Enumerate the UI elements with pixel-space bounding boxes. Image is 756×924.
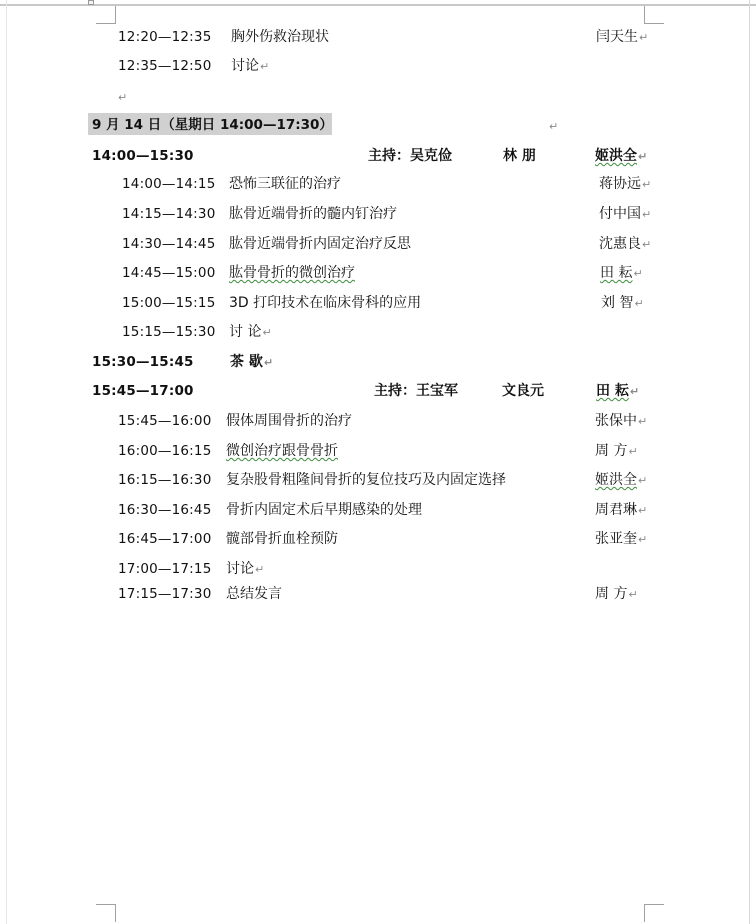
row-time: 16:45—17:00: [118, 531, 212, 547]
page-right-edge: [749, 0, 750, 924]
row-speaker: [595, 585, 638, 604]
session-time: 14:00—15:30: [92, 148, 194, 164]
session-co-chair: 文良元: [502, 383, 544, 399]
speaker-name: 刘 智: [601, 295, 634, 311]
schedule-row: [0, 57, 756, 75]
schedule-row: [0, 560, 756, 578]
empty-paragraph-mark: ↵: [118, 91, 128, 104]
paragraph-mark: ↵: [629, 385, 640, 398]
row-topic: 复杂股骨粗隆间骨折的复位技巧及内固定选择: [226, 472, 506, 488]
paragraph-mark: ↵: [260, 60, 270, 73]
schedule-row: [0, 235, 756, 253]
schedule-row: [0, 530, 756, 548]
chair-name: 田 耘: [596, 383, 629, 399]
paragraph-mark: ↵: [638, 474, 648, 487]
row-topic: [231, 57, 269, 76]
schedule-row: [0, 28, 756, 46]
row-time: 17:00—17:15: [118, 561, 212, 577]
schedule-row: [0, 442, 756, 460]
session-chair: 主持：王宝军: [374, 383, 458, 399]
paragraph-mark: ↵: [628, 588, 638, 601]
row-topic: 肱骨近端骨折内固定治疗反思: [229, 236, 411, 252]
row-speaker: [595, 412, 647, 431]
row-speaker: [599, 205, 651, 224]
row-topic: 总结发言: [226, 586, 282, 602]
row-topic: 恐怖三联征的治疗: [229, 176, 341, 192]
row-time: 15:15—15:30: [122, 324, 216, 340]
paragraph-mark: ↵: [642, 178, 652, 191]
crop-mark-bottom-left: [96, 904, 116, 922]
row-time: 12:35—12:50: [118, 58, 212, 74]
schedule-row: [0, 175, 756, 193]
paragraph-mark: ↵: [638, 504, 648, 517]
row-speaker: [595, 501, 647, 520]
speaker-name: 沈惠良: [599, 236, 641, 252]
topic-text: 微创治疗跟骨骨折: [226, 443, 338, 459]
page-left-edge: [6, 0, 7, 924]
speaker-name: 姬洪全: [595, 472, 637, 488]
row-topic: [229, 264, 355, 282]
topic-text: 肱骨骨折的微创治疗: [229, 265, 355, 281]
schedule-row: [0, 205, 756, 223]
break-time: 15:30—15:45: [92, 354, 194, 370]
session-header: [0, 147, 756, 165]
row-time: 17:15—17:30: [118, 586, 212, 602]
session-chair: 主持：吴克俭: [368, 148, 452, 164]
row-time: 15:45—16:00: [118, 413, 212, 429]
schedule-row: [0, 264, 756, 282]
paragraph-mark: ↵: [638, 533, 648, 546]
row-time: 16:00—16:15: [118, 443, 212, 459]
row-time: 12:20—12:35: [118, 29, 212, 45]
crop-mark-top-left: [96, 6, 116, 24]
speaker-name: 田 耘: [600, 265, 633, 281]
row-topic: 骨折内固定术后早期感染的处理: [226, 502, 422, 518]
paragraph-mark: ↵: [638, 415, 648, 428]
row-speaker: [599, 175, 651, 194]
paragraph-mark: ↵: [634, 297, 644, 310]
paragraph-mark: ↵: [642, 208, 652, 221]
row-speaker: [595, 442, 638, 461]
topic-text: 讨论: [231, 58, 259, 74]
break-label: [230, 353, 273, 372]
row-speaker: [596, 28, 648, 47]
speaker-name: 蒋协远: [599, 176, 641, 192]
row-speaker: [595, 471, 647, 490]
row-time: 14:15—14:30: [122, 206, 216, 222]
schedule-row: [0, 412, 756, 430]
schedule-row: [0, 585, 756, 603]
row-time: 15:00—15:15: [122, 295, 216, 311]
chair-name: 姬洪全: [595, 148, 637, 164]
row-topic: [229, 323, 272, 342]
row-topic: 假体周围骨折的治疗: [226, 413, 352, 429]
paragraph-mark: ↵: [549, 120, 559, 133]
row-topic: [226, 560, 264, 579]
paragraph-mark: ↵: [642, 238, 652, 251]
row-speaker: [599, 235, 651, 254]
topic-text: 讨 论: [229, 324, 262, 340]
paragraph-mark: ↵: [638, 150, 648, 163]
topic-text: 讨论: [226, 561, 254, 577]
session-header: [0, 382, 756, 400]
speaker-name: 付中国: [599, 206, 641, 222]
session-co-chair: 林 朋: [503, 148, 536, 164]
speaker-name: 闫天生: [596, 29, 638, 45]
break-text: 茶 歇: [230, 354, 263, 370]
crop-mark-bottom-right: [644, 904, 664, 922]
crop-mark-top-right: [644, 6, 664, 24]
paragraph-mark: ↵: [262, 326, 272, 339]
paragraph-mark: ↵: [255, 563, 265, 576]
paragraph-mark: ↵: [628, 445, 638, 458]
ruler-marker[interactable]: [88, 0, 94, 5]
speaker-name: 周 方: [595, 586, 628, 602]
schedule-row: [0, 294, 756, 312]
row-topic: 髋部骨折血栓预防: [226, 531, 338, 547]
row-topic: 3D 打印技术在临床骨科的应用: [229, 295, 422, 311]
row-speaker: [595, 530, 647, 549]
schedule-row: [0, 501, 756, 519]
row-topic: [226, 442, 338, 460]
paragraph-mark: ↵: [633, 267, 643, 280]
speaker-name: 周君琳: [595, 502, 637, 518]
session-co-chair: [595, 147, 647, 166]
schedule-row: [0, 323, 756, 341]
row-time: 16:30—16:45: [118, 502, 212, 518]
speaker-name: 张保中: [595, 413, 637, 429]
speaker-name: 张亚奎: [595, 531, 637, 547]
row-topic: 胸外伤救治现状: [231, 29, 329, 45]
row-speaker: [600, 264, 643, 283]
row-time: 14:00—14:15: [122, 176, 216, 192]
paragraph-mark: ↵: [263, 356, 274, 369]
row-speaker: [601, 294, 644, 313]
row-topic: 肱骨近端骨折的髓内钉治疗: [229, 206, 397, 222]
row-time: 14:30—14:45: [122, 236, 216, 252]
speaker-name: 周 方: [595, 443, 628, 459]
session-time: 15:45—17:00: [92, 383, 194, 399]
row-time: 16:15—16:30: [118, 472, 212, 488]
schedule-row: [0, 471, 756, 489]
day-heading: 9 月 14 日（星期日 14:00—17:30）: [92, 117, 333, 133]
break-row: [0, 353, 756, 371]
row-time: 14:45—15:00: [122, 265, 216, 281]
paragraph-mark: ↵: [639, 31, 649, 44]
session-co-chair: [596, 382, 639, 401]
